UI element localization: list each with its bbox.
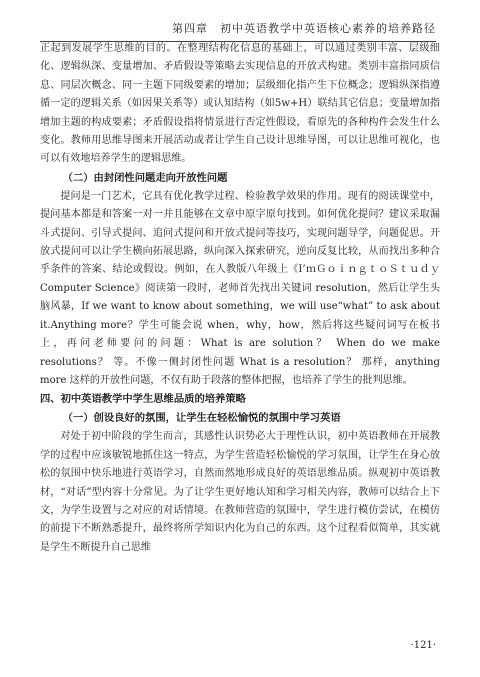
- chapter-section-heading-four: 四、初中英语教学中学生思维品质的培养策略: [40, 393, 246, 406]
- running-header: 第四章 初中英语教学中英语核心素养的培养路径: [40, 20, 436, 42]
- page-number: ·121·: [410, 640, 436, 651]
- paragraph-continuation: 正起到发展学生思维的目的。在整理结构化信息的基础上，可以通过类别丰富、层级细化、逻辑纵深、变量增加、矛盾假设等策略去实现信息的开放式构建。类别丰富指同质信息、同层次概念、同一主题下同级要素的增加；层级细化指产生下位概念；逻辑纵深指遵循一定的逻辑关系（如因果关系等）或认知结构（如5w+H）联结其它信息；变量增加指增加主题的构成要素；矛盾假设指将情景进行否定性假设，看原先的各种构件会发生什么变化。教师用思维导图来开展活动或者让学生自己设计思维导图，可以让思维可视化，也可以有效地培养学生的逻辑思维。: [40, 43, 440, 165]
- paragraph-questioning: 提问是一门艺术，它具有优化教学过程、检验教学效果的作用。现有的阅读课堂中，提问基本都是和答案一对一并且能够在文章中原字原句找到。如何优化提问？建议采取漏斗式提问、引导式提问、追问式提问和开放式提问等技巧，实现问题导学，问题促思。开放式提问可以让学生横向拓展思路，纵向深入探索研究，逆向反复比较，从而找出多种合乎条件的答案、结论或假设。例如，在人教版八年级上《I’ｍＧｏｉｎｇｔｏＳｔｕｄｙComputer Science》阅读第一段时，老师首先找出关键词 resolution，然后让学生头脑风暴，If we want to know about something，we will use“what” to ask about it.Anything more？学生可能会说 when，why，how，然后将这些疑问词写在板书上，再问老师要问的问题：What is are solution？ When do we make resolutions？ 等。不像一侧封闭性问题 What is a resolution？ 那样，anything more 这样的开放性问题，不仅有助于段落的整体把握，也培养了学生的批判思维。: [40, 190, 440, 386]
- paragraph-atmosphere: 对处于初中阶段的学生而言，其感性认识势必大于理性认识，初中英语教师在开展教学的过程中应该敏锐地抓住这一特点，为学生营造轻松愉悦的学习氛围，让学生在身心放松的氛围中快乐地进行英语学习，自然而然地形成良好的英语思维品质。纵观初中英语教材，“对话”型内容十分常见。为了让学生更好地认知和学习相关内容，教师可以结合上下文，为学生设置与之对应的对话情境。在教师营造的氛围中，学生进行模仿尝试，在模仿的前提下不断熟悉提升，最终将所学知识内化为自己的东西。这个过程看似简单，其实就是学生不断提升自己思维: [40, 431, 440, 553]
- body-text: [40, 40, 440, 557]
- section-heading-atmosphere: （一）创设良好的氛围，让学生在轻松愉悦的氛围中学习英语: [62, 412, 341, 425]
- section-heading-open-questions: （二）由封闭性问题走向开放性问题: [62, 171, 228, 184]
